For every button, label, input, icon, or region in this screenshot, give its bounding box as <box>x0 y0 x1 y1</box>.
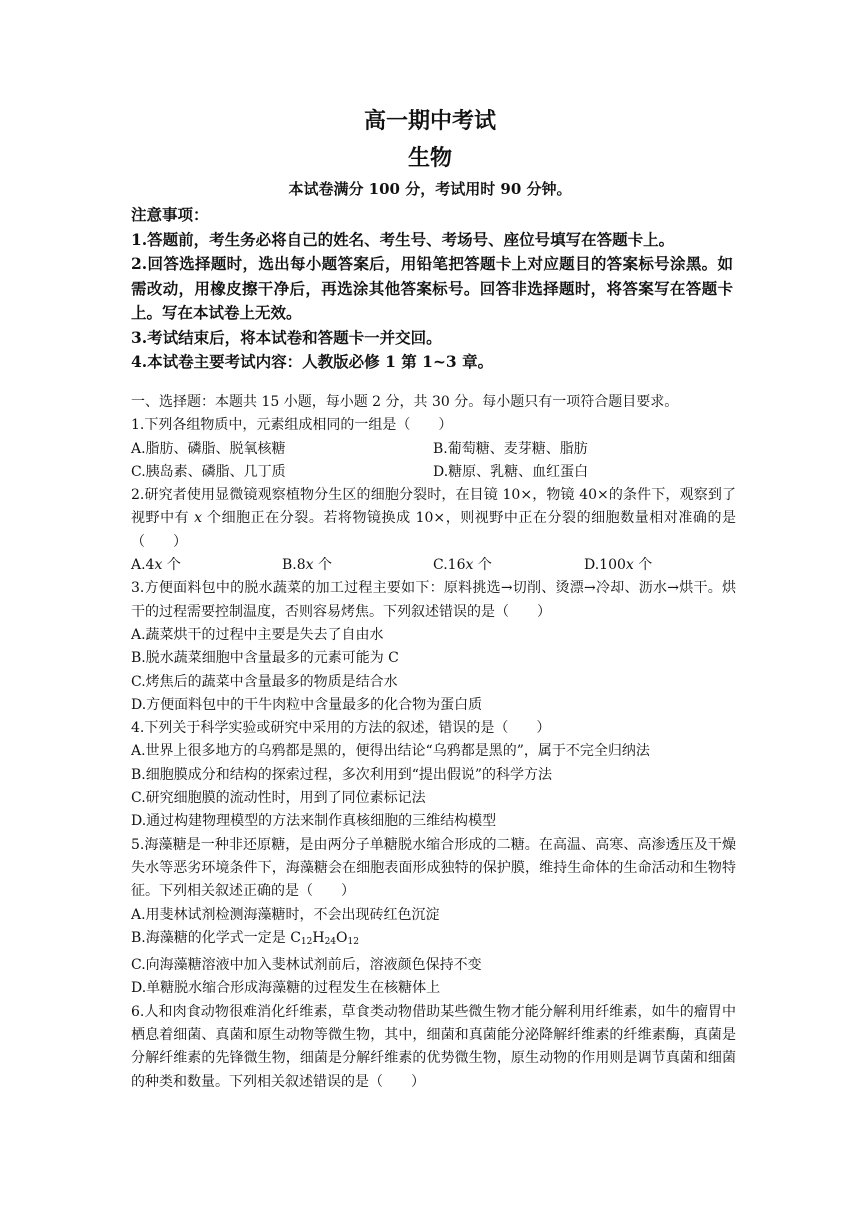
notes-section <box>131 203 733 375</box>
option-c: C.研究细胞膜的流动性时，用到了同位素标记法 <box>131 790 426 807</box>
option-b: B.8x 个 <box>282 557 333 574</box>
note-item: 1.答题前，考生务必将自己的姓名、考生号、考场号、座位号填写在答题卡上。 <box>131 229 675 249</box>
option-d: D.方便面料包中的干牛肉粒中含量最多的化合物为蛋白质 <box>131 696 483 713</box>
note-item: 4.本试卷主要考试内容：人教版必修 1 第 1~3 章。 <box>131 352 494 371</box>
option-c: C.向海藻糖溶液中加入斐林试剂前后，溶液颜色保持不变 <box>131 957 482 974</box>
note-item: 3.考试结束后，将本试卷和答题卡一并交回。 <box>131 327 442 347</box>
option-row <box>131 554 736 577</box>
option-b: B.脱水蔬菜细胞中含量最多的元素可能为 C <box>131 650 399 667</box>
question-stem: 3.方便面料包中的脱水蔬菜的加工过程主要如下：原料挑选→切削、烫漂→冷却、沥水→烘干。烘干的过程需要控制温度，否则容易烤焦。下列叙述错误的是（ ） <box>131 580 736 620</box>
option-row <box>131 438 736 461</box>
option-c: C.烤焦后的蔬菜中含量最多的物质是结合水 <box>131 673 398 690</box>
question-stem: 1.下列各组物质中，元素组成相同的一组是（ ） <box>131 417 453 434</box>
option-a: A.脂肪、磷脂、脱氧核糖 <box>131 440 286 457</box>
question-stem: 2.研究者使用显微镜观察植物分生区的细胞分裂时，在目镜 10×，物镜 40×的条件下，观察到了视野中有 x 个细胞正在分裂。若将物镜换成 10×，则视野中正在分裂的细胞数量相对准确的是（ ） <box>131 487 736 550</box>
option-row <box>131 461 736 484</box>
exam-info: 本试卷满分 100 分，考试用时 90 分钟。 <box>288 180 572 198</box>
option-d: D.糖原、乳糖、血红蛋白 <box>433 463 589 480</box>
option-a: A.蔬菜烘干的过程中主要是失去了自由水 <box>131 626 384 643</box>
option-c: C.胰岛素、磷脂、几丁质 <box>131 463 286 480</box>
option-d: D.100x 个 <box>584 557 653 574</box>
option-b: B.葡萄糖、麦芽糖、脂肪 <box>433 440 588 457</box>
question-stem: 5.海藻糖是一种非还原糖，是由两分子单糖脱水缩合形成的二糖。在高温、高寒、高渗透压及干燥失水等恶劣环境条件下，海藻糖会在细胞表面形成独特的保护膜，维持生命体的生命活动和生物特征。下列相关叙述正确的是（ ） <box>131 836 736 900</box>
questions <box>131 391 736 1094</box>
subject-title: 生物 <box>407 145 452 171</box>
option-d: D.通过构建物理模型的方法来制作真核细胞的三维结构模型 <box>131 813 497 830</box>
option-b: B.海藻糖的化学式一定是 $C_{12}H_{24}O_{12}$ <box>131 929 359 947</box>
option-a: A.用斐林试剂检测海藻糖时，不会出现砖红色沉淀 <box>131 906 440 923</box>
section-heading: 一、选择题：本题共 15 小题，每小题 2 分，共 30 分。每小题只有一项符合题目要求。 <box>131 394 679 410</box>
option-a: A.世界上很多地方的乌鸦都是黑的，便得出结论“乌鸦都是黑的”，属于不完全归纳法 <box>131 743 650 760</box>
question-stem: 4.下列关于科学实验或研究中采用的方法的叙述，错误的是（ ） <box>131 720 551 737</box>
option-b: B.细胞膜成分和结构的探索过程，多次利用到“提出假说”的科学方法 <box>131 766 553 783</box>
option-c: C.16x 个 <box>433 557 492 574</box>
note-item: 2.回答选择题时，选出每小题答案后，用铅笔把答题卡上对应题目的答案标号涂黑。如需改动，用橡皮擦干净后，再选涂其他答案标号。回答非选择题时，将答案写在答题卡上。写在本试卷上无效。 <box>131 254 733 322</box>
option-a: A.4x 个 <box>131 557 181 574</box>
option-d: D.单糖脱水缩合形成海藻糖的过程发生在核糖体上 <box>131 980 441 997</box>
exam-title: 高一期中考试 <box>363 108 496 134</box>
question-stem: 6.人和肉食动物很难消化纤维素，草食类动物借助某些微生物才能分解利用纤维素，如牛的瘤胃中栖息着细菌、真菌和原生动物等微生物，其中，细菌和真菌能分泌降解纤维素的纤维素酶，真菌是分解纤维素的先锋微生物，细菌是分解纤维素的优势微生物，原生动物的作用则是调节真菌和细菌的种类和数量。下列相关叙述错误的是（ ） <box>131 1003 736 1090</box>
notes-heading: 注意事项： <box>131 205 209 224</box>
